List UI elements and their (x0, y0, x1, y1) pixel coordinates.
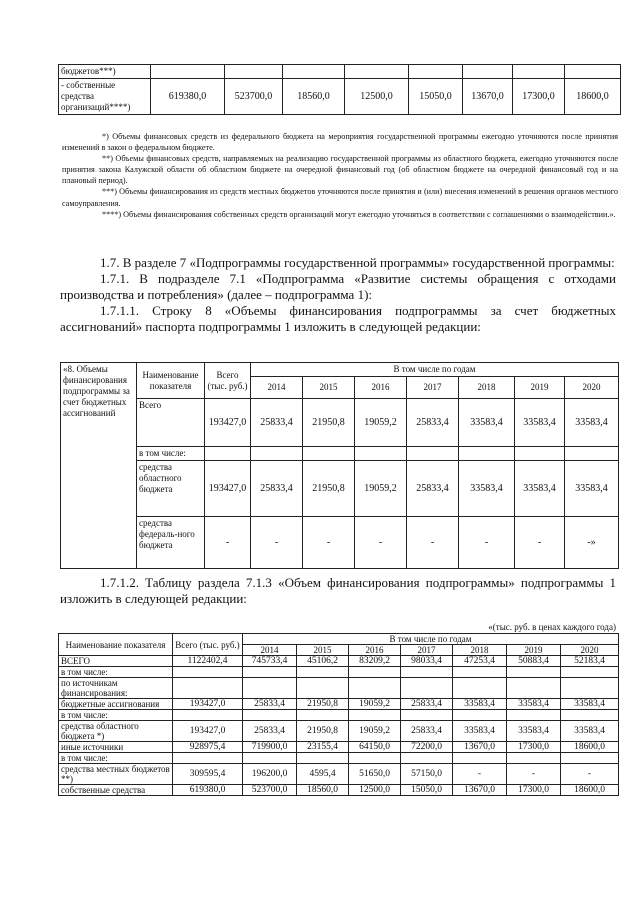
cell-value (561, 753, 619, 764)
cell-value: 17300,0 (507, 742, 561, 753)
row-label: средства областного бюджета *) (59, 721, 173, 742)
cell-value (297, 753, 349, 764)
cell-value (349, 710, 401, 721)
cell-value (507, 678, 561, 699)
cell-value: -» (565, 517, 619, 569)
cell-value: 18600,0 (565, 79, 621, 115)
col-header-year: 2018 (453, 645, 507, 656)
paragraph: 1.7.1.2. Таблицу раздела 7.1.3 «Объем финансирования подпрограммы» подпрограммы 1 изложить в следующей редакции: (60, 575, 616, 606)
table-row (59, 678, 619, 699)
cell-value (297, 710, 349, 721)
col-header-year: 2015 (297, 645, 349, 656)
cell-value: 12500,0 (345, 79, 409, 115)
cell-value: 52183,4 (561, 656, 619, 667)
table-row (59, 764, 619, 785)
cell-value (297, 667, 349, 678)
footnotes (62, 131, 618, 220)
col-header-year: 2016 (349, 645, 401, 656)
cell-value: 19059,2 (355, 399, 407, 447)
cell-value: 98033,4 (401, 656, 453, 667)
cell-value (507, 710, 561, 721)
cell-value: 33583,4 (515, 461, 565, 517)
cell-value: 13670,0 (453, 785, 507, 796)
col-header-year: 2020 (565, 377, 619, 399)
cell-value: 13670,0 (463, 79, 513, 115)
cell-total: 619380,0 (151, 79, 225, 115)
cell-value: 25833,4 (407, 399, 459, 447)
paragraph: 1.7.1.1. Строку 8 «Объемы финансирования подпрограммы за счет бюджетных ассигнований» паспорта подпрограммы 1 изложить в следующей редакции: (60, 303, 616, 334)
cell-value: 51650,0 (349, 764, 401, 785)
table-row (59, 656, 619, 667)
cell-value: - (459, 517, 515, 569)
cell-value: 21950,8 (303, 461, 355, 517)
table-row (59, 753, 619, 764)
col-header-total: Всего (тыс. руб.) (205, 363, 251, 399)
cell-value (297, 678, 349, 699)
cell-value: 25833,4 (243, 699, 297, 710)
col-header-name: Наименование показателя (137, 363, 205, 399)
cell-value: - (453, 764, 507, 785)
subprogram-passport-table (60, 362, 619, 569)
col-header-year: 2014 (243, 645, 297, 656)
table-row (61, 399, 619, 447)
table-row (59, 710, 619, 721)
cell-value: 33583,4 (561, 699, 619, 710)
cell-total (173, 753, 243, 764)
cell-value (453, 678, 507, 699)
col-header-year: 2015 (303, 377, 355, 399)
cell-value (561, 678, 619, 699)
cell-value: 19059,2 (349, 721, 401, 742)
row-label: бюджетные ассигнования (59, 699, 173, 710)
cell-value (349, 753, 401, 764)
cell-value: 19059,2 (349, 699, 401, 710)
cell-value (453, 753, 507, 764)
cell-value: - (251, 517, 303, 569)
footnote: *) Объемы финансовых средств из федерального бюджета на мероприятия государственной программы ежегодно уточняются после принятия изменений в закон о федеральном бюджете. (62, 132, 618, 153)
row-label: средства областного бюджета (137, 461, 205, 517)
cell-value: - (561, 764, 619, 785)
paragraph: 1.7.1. В подразделе 7.1 «Подпрограмма «Развитие системы обращения с отходами производства и потребления» (далее – подпрограмма 1): (60, 271, 616, 302)
table-row (59, 742, 619, 753)
col-header-year: 2017 (401, 645, 453, 656)
table-row (59, 667, 619, 678)
cell-value: 523700,0 (225, 79, 283, 115)
table-row (61, 517, 619, 569)
row-label: иные источники (59, 742, 173, 753)
cell-value: 17300,0 (507, 785, 561, 796)
cell-total: 193427,0 (173, 699, 243, 710)
cell-value: 18600,0 (561, 785, 619, 796)
cell-value: 33583,4 (515, 399, 565, 447)
cell-value: - (355, 517, 407, 569)
cell-value: 21950,8 (297, 721, 349, 742)
cell-value (401, 678, 453, 699)
cell-value: 33583,4 (565, 461, 619, 517)
footnote: ****) Объемы финансирования собственных средств организаций могут ежегодно уточняться в соответствии с соглашениями о взаимодействии.». (102, 209, 616, 219)
table-header-row (61, 363, 619, 377)
row-label: в том числе: (59, 710, 173, 721)
table-row (59, 785, 619, 796)
cell-total: 193427,0 (205, 399, 251, 447)
cell-value: 33583,4 (459, 461, 515, 517)
cell-value: 33583,4 (453, 721, 507, 742)
row-label: по источникам финансирования: (59, 678, 173, 699)
cell-value: 15050,0 (401, 785, 453, 796)
row-label: - собственные средства организаций****) (59, 79, 151, 115)
cell-value: 15050,0 (409, 79, 463, 115)
col-header-year: 2020 (561, 645, 619, 656)
cell-value: - (303, 517, 355, 569)
cell-value: 18560,0 (283, 79, 345, 115)
cell-value: 13670,0 (453, 742, 507, 753)
cell-value: 23155,4 (297, 742, 349, 753)
units-note: «(тыс. руб. в ценах каждого года) (488, 622, 616, 632)
cell-value: 25833,4 (251, 399, 303, 447)
cell-total: 1122402,4 (173, 656, 243, 667)
cell-total: 193427,0 (205, 461, 251, 517)
col-header-year: 2018 (459, 377, 515, 399)
col-header-name: Наименование показателя (59, 634, 173, 656)
footnote: ***) Объемы финансирования из средств местных бюджетов уточняются после принятия и (или) внесения изменений в решения органов местного самоуправления. (62, 187, 618, 208)
cell-value (243, 710, 297, 721)
table-row (61, 447, 619, 461)
col-header-year: 2017 (407, 377, 459, 399)
row-title: «8. Объемы финансирования подпрограммы за счет бюджетных ассигнований (61, 363, 137, 569)
table-header-row (59, 634, 619, 645)
top-funding-table (58, 64, 621, 115)
cell-total: 619380,0 (173, 785, 243, 796)
cell-value: 21950,8 (297, 699, 349, 710)
cell-value (507, 753, 561, 764)
cell-value: 25833,4 (401, 721, 453, 742)
cell-value: - (515, 517, 565, 569)
cell-value: 18560,0 (297, 785, 349, 796)
cell-value: 47253,4 (453, 656, 507, 667)
row-label: Всего (137, 399, 205, 447)
cell-value (561, 667, 619, 678)
cell-value (243, 667, 297, 678)
table-row (59, 721, 619, 742)
cell-value (401, 667, 453, 678)
col-header-year: 2014 (251, 377, 303, 399)
cell-value: - (407, 517, 459, 569)
cell-value: 33583,4 (561, 721, 619, 742)
cell-value: 25833,4 (243, 721, 297, 742)
cell-total: 928975,4 (173, 742, 243, 753)
cell-value: 25833,4 (401, 699, 453, 710)
row-label: средства федераль-ного бюджета (137, 517, 205, 569)
cell-value: 12500,0 (349, 785, 401, 796)
row-label: ВСЕГО (59, 656, 173, 667)
row-label: в том числе: (137, 447, 205, 461)
cell-value: 17300,0 (513, 79, 565, 115)
subprogram-funding-table (58, 633, 619, 796)
cell-value: 196200,0 (243, 764, 297, 785)
cell-value: 25833,4 (407, 461, 459, 517)
cell-value: 45106,2 (297, 656, 349, 667)
section-paragraph (60, 575, 616, 607)
cell-value: - (507, 764, 561, 785)
cell-value: 33583,4 (565, 399, 619, 447)
cell-value: 57150,0 (401, 764, 453, 785)
col-header-years-group: В том числе по годам (251, 363, 619, 377)
section-paragraphs (60, 255, 616, 335)
col-header-year: 2016 (355, 377, 407, 399)
table-row (59, 79, 621, 115)
cell-total (173, 710, 243, 721)
col-header-year: 2019 (515, 377, 565, 399)
table-row (59, 699, 619, 710)
cell-value (453, 667, 507, 678)
table-body (59, 656, 619, 796)
row-label: средства местных бюджетов **) (59, 764, 173, 785)
table-row (61, 461, 619, 517)
cell-value (401, 753, 453, 764)
paragraph: 1.7. В разделе 7 «Подпрограммы государственной программы» государственной программы: (100, 255, 615, 270)
cell-value: 21950,8 (303, 399, 355, 447)
cell-value: 4595,4 (297, 764, 349, 785)
cell-value: 72200,0 (401, 742, 453, 753)
cell-total (173, 667, 243, 678)
cell-value: 33583,4 (507, 699, 561, 710)
cell-value (243, 678, 297, 699)
cell-total: - (205, 517, 251, 569)
cell-value: 50883,4 (507, 656, 561, 667)
cell-value: 19059,2 (355, 461, 407, 517)
cell-value: 33583,4 (507, 721, 561, 742)
table-row (59, 65, 621, 79)
cell-value: 33583,4 (453, 699, 507, 710)
col-header-total: Всего (тыс. руб.) (173, 634, 243, 656)
cell-value: 18600,0 (561, 742, 619, 753)
cell-value (349, 667, 401, 678)
cell-value (507, 667, 561, 678)
cell-total: 309595,4 (173, 764, 243, 785)
cell-value (561, 710, 619, 721)
footnote: **) Объемы финансовых средств, направляемых на реализацию государственной программы из областного бюджета, ежегодно уточняются после принятия закона Калужской области об областном бюджете на очередной финансовый год (об областном бюджете на очередной финансовый год и на плановый период). (62, 154, 618, 186)
cell-value: 745733,4 (243, 656, 297, 667)
cell-value: 25833,4 (251, 461, 303, 517)
col-header-year: 2019 (507, 645, 561, 656)
cell-value: 64150,0 (349, 742, 401, 753)
cell-value: 523700,0 (243, 785, 297, 796)
cell-value (453, 710, 507, 721)
row-label: в том числе: (59, 753, 173, 764)
row-label: бюджетов***) (59, 65, 151, 79)
row-label: в том числе: (59, 667, 173, 678)
cell-value (349, 678, 401, 699)
cell-total (173, 678, 243, 699)
cell-value: 33583,4 (459, 399, 515, 447)
cell-value (243, 753, 297, 764)
cell-value: 719900,0 (243, 742, 297, 753)
col-header-years-group: В том числе по годам (243, 634, 619, 645)
cell-value: 83209,2 (349, 656, 401, 667)
row-label: собственные средства (59, 785, 173, 796)
cell-value (401, 710, 453, 721)
cell-total: 193427,0 (173, 721, 243, 742)
